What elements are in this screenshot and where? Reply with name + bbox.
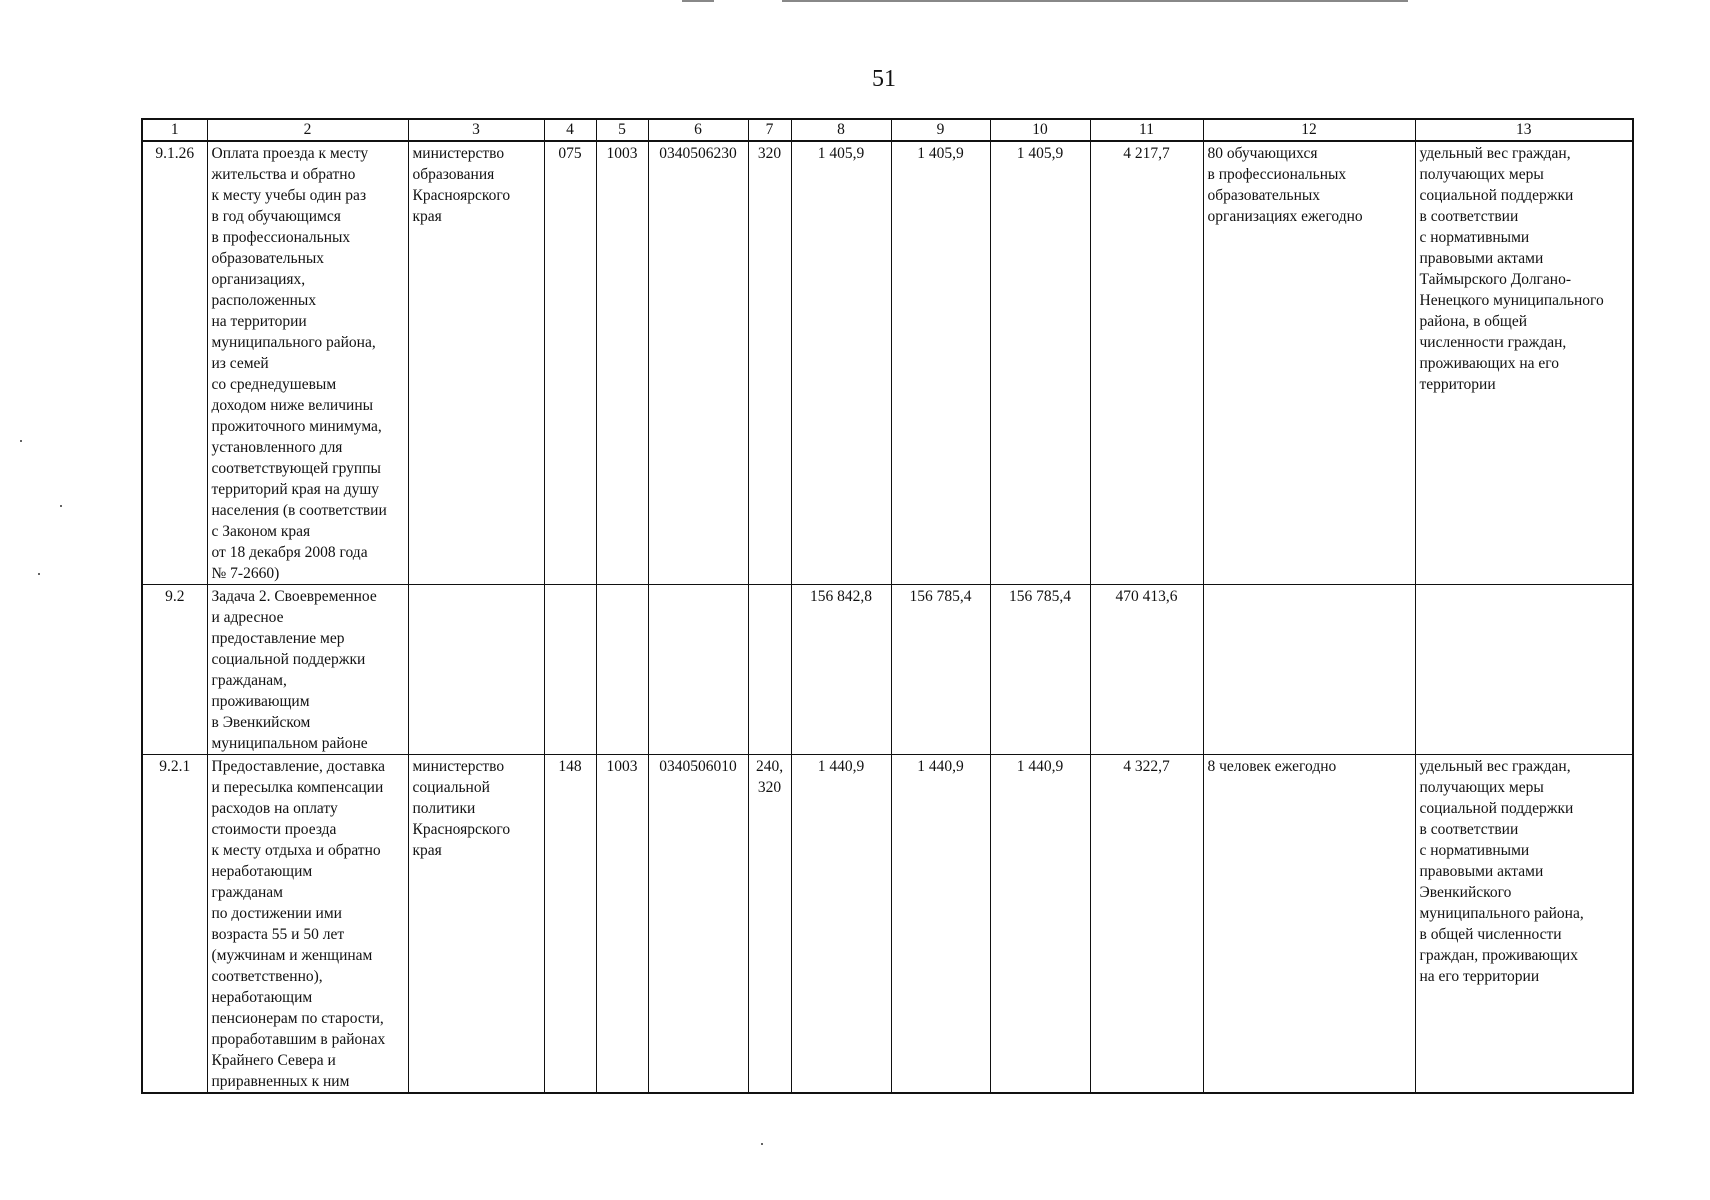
grbs-code-cell: 075 bbox=[544, 141, 596, 585]
year-1-amount-cell: 1 440,9 bbox=[791, 755, 891, 1094]
year-2-amount-cell: 1 405,9 bbox=[891, 141, 990, 585]
column-number: 4 bbox=[544, 119, 596, 141]
rzpr-code-cell: 1003 bbox=[596, 141, 648, 585]
scan-speck bbox=[60, 505, 62, 507]
vr-code-cell: 320 bbox=[748, 141, 791, 585]
year-3-amount-cell: 156 785,4 bbox=[990, 585, 1090, 755]
csr-code-cell: 0340506010 bbox=[648, 755, 748, 1094]
total-amount-cell: 4 322,7 bbox=[1090, 755, 1203, 1094]
year-3-amount-cell: 1 405,9 bbox=[990, 141, 1090, 585]
total-amount-cell: 470 413,6 bbox=[1090, 585, 1203, 755]
page-number: 51 bbox=[872, 66, 896, 92]
column-number: 7 bbox=[748, 119, 791, 141]
table-row bbox=[142, 755, 1633, 1094]
total-amount-cell: 4 217,7 bbox=[1090, 141, 1203, 585]
measure-name-cell: Задача 2. Своевременное и адресное предоставление мер социальной поддержки гражданам, проживающим в Эвенкийском муниципальном районе bbox=[207, 585, 408, 755]
vr-code-cell: 240, 320 bbox=[748, 755, 791, 1094]
row-number-cell: 9.2 bbox=[142, 585, 207, 755]
column-number: 12 bbox=[1203, 119, 1415, 141]
vr-code-cell bbox=[748, 585, 791, 755]
measure-name-cell: Предоставление, доставка и пересылка компенсации расходов на оплату стоимости проезда к месту отдыха и обратно неработающим гражданам по достижении ими возраста 55 и 50 лет (мужчинам и женщинам соответственно), неработающим пенсионерам по старости, проработавшим в районах Крайнего Севера и приравненных к ним bbox=[207, 755, 408, 1094]
scan-speck bbox=[761, 1143, 763, 1145]
column-number: 13 bbox=[1415, 119, 1633, 141]
column-number: 5 bbox=[596, 119, 648, 141]
indicator-cell bbox=[1415, 585, 1633, 755]
executor-cell: министерство социальной политики Красноярского края bbox=[408, 755, 544, 1094]
scan-speck bbox=[20, 440, 22, 442]
grbs-code-cell: 148 bbox=[544, 755, 596, 1094]
executor-cell bbox=[408, 585, 544, 755]
column-number: 8 bbox=[791, 119, 891, 141]
top-edge-rule-left bbox=[682, 0, 714, 2]
expected-result-cell: 80 обучающихся в профессиональных образовательных организациях ежегодно bbox=[1203, 141, 1415, 585]
rzpr-code-cell bbox=[596, 585, 648, 755]
column-number: 6 bbox=[648, 119, 748, 141]
budget-table bbox=[141, 118, 1634, 1094]
row-number-cell: 9.2.1 bbox=[142, 755, 207, 1094]
row-number-cell: 9.1.26 bbox=[142, 141, 207, 585]
executor-cell: министерство образования Красноярского края bbox=[408, 141, 544, 585]
column-number: 2 bbox=[207, 119, 408, 141]
table-row bbox=[142, 585, 1633, 755]
grbs-code-cell bbox=[544, 585, 596, 755]
measure-name-cell: Оплата проезда к месту жительства и обратно к месту учебы один раз в год обучающимся в профессиональных образовательных организациях, расположенных на территории муниципального района, из семей со среднедушевым доходом ниже величины прожиточного минимума, установленного для соответствующей группы территорий края на душу населения (в соответствии с Законом края от 18 декабря 2008 года № 7-2660) bbox=[207, 141, 408, 585]
column-number: 9 bbox=[891, 119, 990, 141]
scan-speck bbox=[38, 573, 40, 575]
indicator-cell: удельный вес граждан, получающих меры социальной поддержки в соответствии с нормативными правовыми актами Эвенкийского муниципального района, в общей численности граждан, проживающих на его территории bbox=[1415, 755, 1633, 1094]
column-number: 10 bbox=[990, 119, 1090, 141]
csr-code-cell bbox=[648, 585, 748, 755]
top-edge-rule-right bbox=[782, 0, 1408, 2]
year-2-amount-cell: 1 440,9 bbox=[891, 755, 990, 1094]
year-1-amount-cell: 156 842,8 bbox=[791, 585, 891, 755]
rzpr-code-cell: 1003 bbox=[596, 755, 648, 1094]
column-number: 3 bbox=[408, 119, 544, 141]
expected-result-cell: 8 человек ежегодно bbox=[1203, 755, 1415, 1094]
table-row bbox=[142, 141, 1633, 585]
indicator-cell: удельный вес граждан, получающих меры социальной поддержки в соответствии с нормативными правовыми актами Таймырского Долгано- Ненецкого муниципального района, в общей численности граждан, проживающих на его территории bbox=[1415, 141, 1633, 585]
column-number-row bbox=[142, 119, 1633, 141]
year-2-amount-cell: 156 785,4 bbox=[891, 585, 990, 755]
column-number: 1 bbox=[142, 119, 207, 141]
expected-result-cell bbox=[1203, 585, 1415, 755]
csr-code-cell: 0340506230 bbox=[648, 141, 748, 585]
year-3-amount-cell: 1 440,9 bbox=[990, 755, 1090, 1094]
column-number: 11 bbox=[1090, 119, 1203, 141]
year-1-amount-cell: 1 405,9 bbox=[791, 141, 891, 585]
